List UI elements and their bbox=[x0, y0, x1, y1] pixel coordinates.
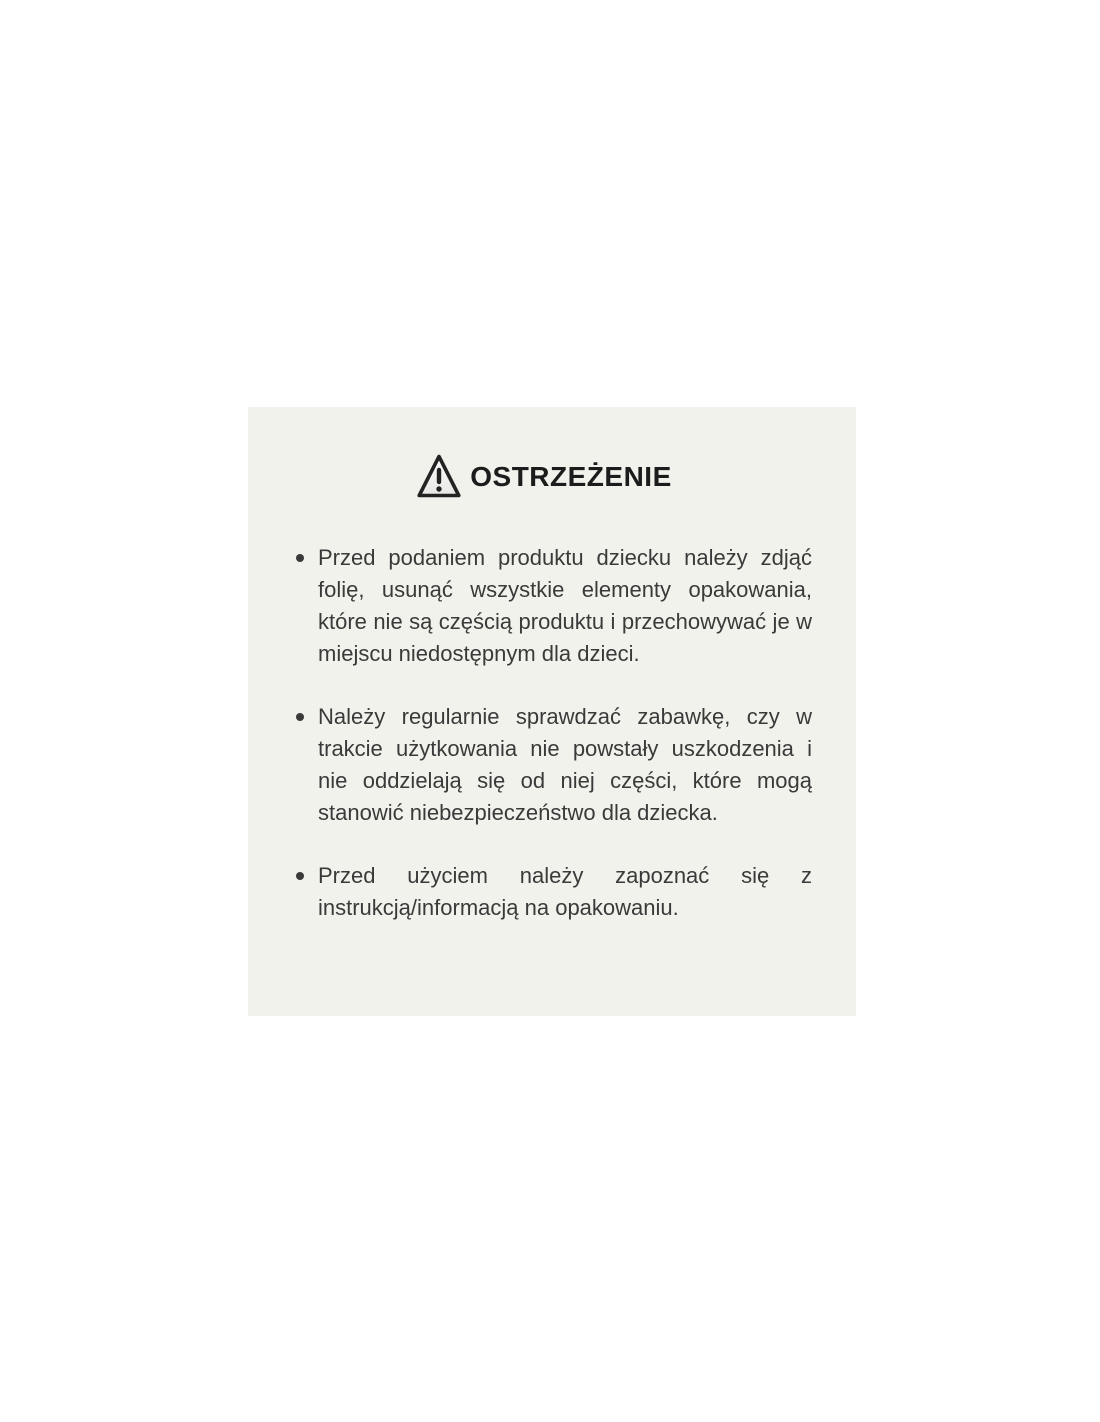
warning-heading-row bbox=[240, 452, 848, 500]
warning-heading: OSTRZEŻENIE bbox=[470, 461, 672, 492]
warning-card bbox=[248, 407, 856, 1016]
bullet-text: Przed podaniem produktu dziecku należy zdjąć folię, usunąć wszystkie elementy opakowania, które nie są częścią produktu i przechowywać je w miejscu niedostępnym dla dzieci. bbox=[318, 545, 812, 666]
bullet-text: Przed użyciem należy zapoznać się z instrukcją/informacją na opakowaniu. bbox=[318, 863, 812, 920]
warning-bullet-list bbox=[248, 542, 856, 924]
list-item bbox=[318, 542, 812, 670]
bullet-dot bbox=[296, 872, 304, 880]
list-item bbox=[318, 860, 812, 924]
warning-triangle-icon bbox=[416, 452, 462, 500]
bullet-dot bbox=[296, 713, 304, 721]
list-item bbox=[318, 701, 812, 829]
bullet-text: Należy regularnie sprawdzać zabawkę, czy w trakcie użytkowania nie powstały uszkodzenia i nie oddzielają się od niej części, które mogą stanowić niebezpieczeństwo dla dziecka. bbox=[318, 704, 812, 825]
bullet-dot bbox=[296, 554, 304, 562]
